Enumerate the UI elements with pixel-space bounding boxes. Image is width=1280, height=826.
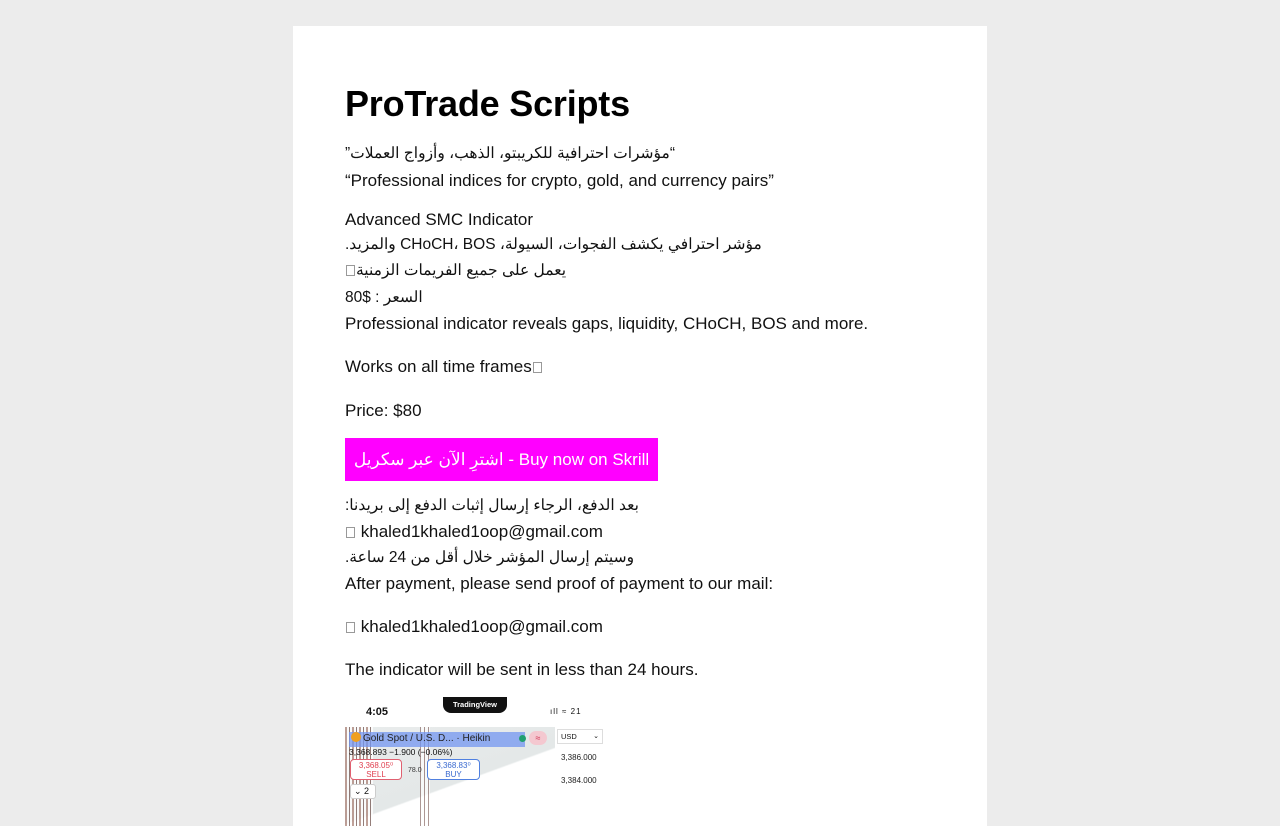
buy-price: 3,368.83⁰	[436, 761, 471, 770]
email-link[interactable]: khaled1khaled1oop@gmail.com	[360, 522, 603, 541]
timeframes-english	[345, 357, 543, 377]
sell-label: SELL	[366, 770, 386, 779]
delivery-arabic: وسيتم إرسال المؤشر خلال أقل من 24 ساعة.	[345, 549, 635, 566]
tagline-arabic: “مؤشرات احترافية للكريبتو، الذهب، وأزواج العملات”	[345, 145, 676, 162]
currency-select	[557, 729, 603, 744]
timeframes-arabic-text: يعمل على جميع الفريمات الزمنية	[356, 262, 567, 279]
missing-glyph-icon	[346, 527, 355, 538]
indicator-icon: ≈	[529, 731, 547, 745]
sell-price: 3,368.05⁰	[358, 761, 394, 770]
price-arabic: السعر : $80	[345, 289, 423, 306]
content-card	[293, 26, 987, 826]
email-line-2	[345, 617, 603, 637]
quantity-value: 2	[364, 786, 370, 796]
symbol-text: Gold Spot / U.S. D... · Heikin	[363, 733, 491, 744]
sell-box	[350, 759, 402, 780]
quantity-selector: ⌄ 2	[350, 784, 376, 799]
tradingview-logo: TradingView	[443, 697, 507, 713]
buy-box	[427, 759, 480, 780]
spread-value: 78.0	[408, 767, 422, 774]
product-description-english: Professional indicator reveals gaps, liquidity, CHoCH, BOS and more.	[345, 314, 869, 333]
missing-glyph-icon	[346, 265, 355, 276]
chevron-down-icon: ⌄	[593, 733, 599, 740]
timeframes-arabic	[345, 261, 566, 281]
product-name: Advanced SMC Indicator	[345, 210, 534, 229]
quote-line: 3,368.893 −1.900 (−0.06%)	[349, 747, 453, 757]
gold-icon	[351, 732, 361, 742]
tradingview-screenshot-image	[345, 696, 607, 826]
product-description-arabic: مؤشر احترافي يكشف الفجوات، السيولة، CHoCH، BOS والمزيد.	[345, 236, 762, 253]
price-english: Price: $80	[345, 401, 422, 420]
timeframes-english-text: Works on all time frames	[345, 357, 532, 376]
delivery-english: The indicator will be sent in less than 24 hours.	[345, 660, 699, 679]
email-link[interactable]: khaled1khaled1oop@gmail.com	[360, 617, 603, 636]
price-level: 3,386.000	[561, 753, 597, 762]
after-payment-english: After payment, please send proof of payment to our mail:	[345, 574, 774, 593]
price-level: 3,384.000	[561, 776, 597, 785]
missing-glyph-icon	[533, 362, 542, 373]
tagline-english: “Professional indices for crypto, gold, and currency pairs”	[345, 171, 774, 190]
missing-glyph-icon	[346, 622, 355, 633]
email-line-1	[345, 522, 603, 542]
phone-status-icons: ıll ≈ 21	[550, 707, 582, 716]
after-payment-arabic: بعد الدفع، الرجاء إرسال إثبات الدفع إلى بريدنا:	[345, 497, 639, 514]
buy-label: BUY	[445, 770, 462, 779]
buy-now-skrill-button[interactable]: اشترِ الآن عبر سكريل - Buy now on Skrill	[345, 438, 658, 481]
page-title: ProTrade Scripts	[345, 83, 630, 124]
market-open-icon	[519, 735, 526, 742]
currency-value: USD	[561, 732, 577, 741]
phone-time: 4:05	[366, 706, 389, 718]
symbol-label	[351, 732, 490, 746]
